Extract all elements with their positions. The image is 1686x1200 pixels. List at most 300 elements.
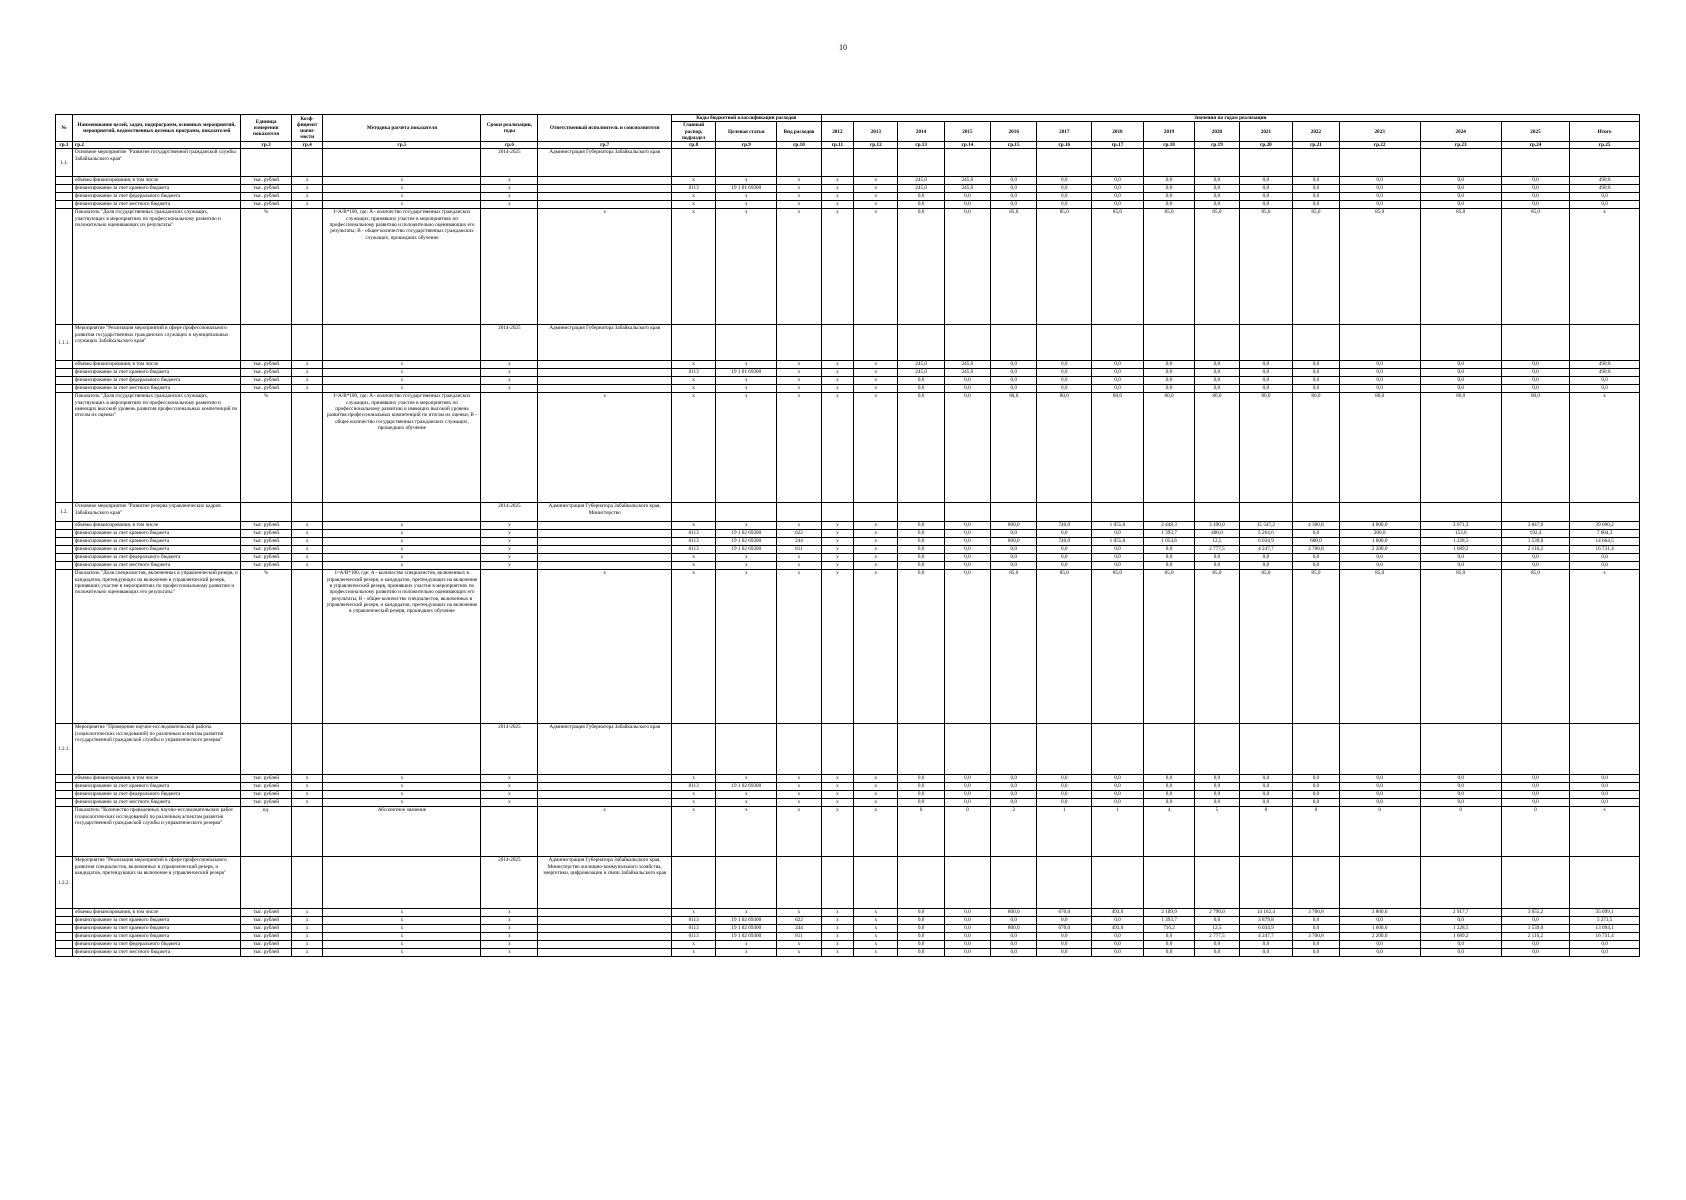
year-value-cell bbox=[991, 325, 1037, 361]
table-row bbox=[56, 325, 1640, 361]
coef-cell: x bbox=[291, 799, 323, 807]
row-number bbox=[56, 369, 73, 377]
row-number bbox=[56, 799, 73, 807]
unit-cell bbox=[241, 857, 292, 909]
year-value-cell: 200,0 bbox=[1339, 530, 1420, 538]
method-cell: x bbox=[323, 522, 481, 530]
year-value-cell: 0,0 bbox=[1339, 377, 1420, 385]
executor-cell bbox=[538, 193, 672, 201]
table-row bbox=[56, 933, 1640, 941]
year-value-cell: 0,0 bbox=[1037, 775, 1092, 783]
year-value-cell: 0,0 bbox=[1501, 775, 1569, 783]
total-cell bbox=[1570, 325, 1640, 361]
total-cell: 0,0 bbox=[1570, 201, 1640, 209]
table-row bbox=[56, 775, 1640, 783]
year-value-cell: 0,0 bbox=[1037, 201, 1092, 209]
executor-cell bbox=[538, 385, 672, 393]
code-main-cell: x bbox=[672, 807, 716, 857]
year-value-cell: 0,0 bbox=[944, 909, 990, 917]
year-value-cell: 85,0 bbox=[1037, 209, 1092, 325]
coef-cell: x bbox=[291, 361, 323, 369]
year-value-cell bbox=[1143, 149, 1195, 177]
coef-cell bbox=[291, 503, 323, 522]
table-row bbox=[56, 917, 1640, 925]
table-row bbox=[56, 369, 1640, 377]
year-value-cell: 0,0 bbox=[898, 201, 944, 209]
year-value-cell: 85,0 bbox=[1195, 570, 1239, 724]
code-main-cell bbox=[672, 724, 716, 775]
row-number bbox=[56, 807, 73, 857]
code-main-cell: x bbox=[672, 177, 716, 185]
code-kind-cell: x bbox=[777, 377, 821, 385]
year-value-cell: 2 200,0 bbox=[1339, 933, 1420, 941]
row-number bbox=[56, 949, 73, 957]
terms-cell: 2014-2025 bbox=[481, 503, 538, 522]
coef-cell: x bbox=[291, 538, 323, 546]
year-value-cell: 0,0 bbox=[944, 546, 990, 554]
row-name: финансирование за счет местного бюджета bbox=[72, 949, 241, 957]
year-value-cell: 0,0 bbox=[1092, 369, 1144, 377]
year-value-cell bbox=[1239, 857, 1293, 909]
code-target-cell: 19 1 02 69300 bbox=[716, 538, 777, 546]
col-year-header: 2020 bbox=[1195, 122, 1239, 142]
year-value-cell: 0,0 bbox=[898, 193, 944, 201]
code-target-cell: 19 1 02 69300 bbox=[716, 925, 777, 933]
year-value-cell: 0,0 bbox=[991, 361, 1037, 369]
col-name-header: Наименование целей, задач, подпрограмм, основных мероприятий, мероприятий, ведомственных целевых программ, показателей bbox=[72, 115, 241, 142]
year-value-cell: 0,0 bbox=[1420, 775, 1501, 783]
table-row bbox=[56, 522, 1640, 530]
year-value-cell: 0,0 bbox=[1293, 193, 1339, 201]
executor-cell bbox=[538, 538, 672, 546]
year-value-cell: x bbox=[821, 783, 854, 791]
year-value-cell: 0 bbox=[1420, 807, 1501, 857]
column-number: гр.13 bbox=[898, 142, 944, 149]
year-value-cell: 0 bbox=[898, 807, 944, 857]
year-value-cell: 0,0 bbox=[1501, 783, 1569, 791]
year-value-cell: 0,0 bbox=[1037, 791, 1092, 799]
year-value-cell: 0,0 bbox=[1092, 177, 1144, 185]
code-target-cell: 19 1 01 69300 bbox=[716, 369, 777, 377]
year-value-cell: 12,5 bbox=[1195, 925, 1239, 933]
table-row bbox=[56, 149, 1640, 177]
year-value-cell: 0,0 bbox=[991, 369, 1037, 377]
year-value-cell: 80,0 bbox=[1339, 393, 1420, 503]
table-row bbox=[56, 783, 1640, 791]
column-number: гр.24 bbox=[1501, 142, 1569, 149]
code-target-cell bbox=[716, 149, 777, 177]
year-value-cell bbox=[854, 503, 898, 522]
year-value-cell: 0,0 bbox=[1143, 941, 1195, 949]
method-cell: x bbox=[323, 201, 481, 209]
executor-cell: x bbox=[538, 570, 672, 724]
year-value-cell bbox=[1195, 503, 1239, 522]
code-kind-cell: 244 bbox=[777, 538, 821, 546]
unit-cell: тыс. рублей bbox=[241, 917, 292, 925]
year-value-cell: 0,0 bbox=[1501, 799, 1569, 807]
year-value-cell: x bbox=[854, 385, 898, 393]
row-number: 1.2.2. bbox=[56, 857, 73, 909]
year-value-cell: 0,0 bbox=[1501, 949, 1569, 957]
year-value-cell: 0,0 bbox=[1293, 917, 1339, 925]
executor-cell bbox=[538, 177, 672, 185]
year-value-cell: x bbox=[821, 377, 854, 385]
year-value-cell: x bbox=[821, 791, 854, 799]
method-cell: x bbox=[323, 377, 481, 385]
code-kind-cell: 811 bbox=[777, 546, 821, 554]
year-value-cell bbox=[821, 325, 854, 361]
code-target-cell: 19 1 02 69300 bbox=[716, 933, 777, 941]
year-value-cell: 85,0 bbox=[991, 570, 1037, 724]
year-value-cell: 14 162,4 bbox=[1239, 909, 1293, 917]
code-main-cell: 0113 bbox=[672, 369, 716, 377]
terms-cell: x bbox=[481, 538, 538, 546]
total-cell: 490,0 bbox=[1570, 369, 1640, 377]
year-value-cell: 0,0 bbox=[1037, 917, 1092, 925]
column-number: гр.2 bbox=[72, 142, 241, 149]
method-cell: x bbox=[323, 933, 481, 941]
column-number: гр.22 bbox=[1339, 142, 1420, 149]
row-name: финансирование за счет федерального бюджета bbox=[72, 941, 241, 949]
year-value-cell: x bbox=[854, 193, 898, 201]
table-row bbox=[56, 361, 1640, 369]
year-value-cell: 493,0 bbox=[1092, 925, 1144, 933]
terms-cell: x bbox=[481, 361, 538, 369]
year-value-cell: 0,0 bbox=[1339, 799, 1420, 807]
year-value-cell: 4 300,8 bbox=[1293, 522, 1339, 530]
table-row bbox=[56, 791, 1640, 799]
year-value-cell bbox=[1420, 503, 1501, 522]
coef-cell: x bbox=[291, 530, 323, 538]
year-value-cell: 0,0 bbox=[991, 783, 1037, 791]
year-value-cell: 0,0 bbox=[1501, 201, 1569, 209]
method-cell: I=A/B*100, где: A - количество государственных гражданских служащих, принявших участие в мероприятиях по профессиональному развитию и положительно оценивающих его результаты; B - общее количество государственных гражданских служащих, прошедших обучение bbox=[323, 209, 481, 325]
unit-cell: тыс. рублей bbox=[241, 925, 292, 933]
year-value-cell bbox=[1339, 149, 1420, 177]
total-cell: 0,0 bbox=[1570, 791, 1640, 799]
coef-cell bbox=[291, 857, 323, 909]
unit-cell: тыс. рублей bbox=[241, 775, 292, 783]
year-value-cell: 0,0 bbox=[1143, 554, 1195, 562]
coef-cell: x bbox=[291, 941, 323, 949]
year-value-cell: x bbox=[821, 393, 854, 503]
year-value-cell: 0,0 bbox=[1037, 385, 1092, 393]
year-value-cell: 0,0 bbox=[898, 799, 944, 807]
year-value-cell: 0,0 bbox=[898, 546, 944, 554]
method-cell: x bbox=[323, 941, 481, 949]
coef-cell: x bbox=[291, 791, 323, 799]
year-value-cell: 0,0 bbox=[1195, 385, 1239, 393]
terms-cell: x bbox=[481, 799, 538, 807]
code-main-cell: 0113 bbox=[672, 783, 716, 791]
row-name: объемы финансирования, в том числе bbox=[72, 522, 241, 530]
year-value-cell: 0,0 bbox=[1195, 941, 1239, 949]
year-value-cell bbox=[821, 857, 854, 909]
year-value-cell: 1 228,5 bbox=[1420, 538, 1501, 546]
year-value-cell: 0,0 bbox=[1339, 941, 1420, 949]
code-target-cell bbox=[716, 325, 777, 361]
row-name: финансирование за счет краевого бюджета bbox=[72, 185, 241, 193]
coef-cell: x bbox=[291, 185, 323, 193]
year-value-cell: x bbox=[821, 361, 854, 369]
year-value-cell bbox=[1092, 503, 1144, 522]
unit-cell: тыс. рублей bbox=[241, 941, 292, 949]
code-kind-cell: x bbox=[777, 949, 821, 957]
code-target-cell: x bbox=[716, 909, 777, 917]
col-year-header: 2023 bbox=[1339, 122, 1420, 142]
terms-cell: 2014-2025 bbox=[481, 857, 538, 909]
year-value-cell: 0,0 bbox=[898, 377, 944, 385]
row-number bbox=[56, 554, 73, 562]
executor-cell bbox=[538, 799, 672, 807]
year-value-cell: 0,0 bbox=[1143, 791, 1195, 799]
year-value-cell: 3 190,0 bbox=[1195, 522, 1239, 530]
year-value-cell: 0,0 bbox=[991, 185, 1037, 193]
year-value-cell: 0,0 bbox=[1195, 562, 1239, 570]
code-main-cell bbox=[672, 325, 716, 361]
code-target-cell: x bbox=[716, 941, 777, 949]
year-value-cell: 15 547,2 bbox=[1239, 522, 1293, 530]
year-value-cell: 0,0 bbox=[944, 775, 990, 783]
coef-cell bbox=[291, 209, 323, 325]
total-cell: 0,0 bbox=[1570, 783, 1640, 791]
year-value-cell: 800,0 bbox=[991, 925, 1037, 933]
year-value-cell: 1 689,2 bbox=[1420, 546, 1501, 554]
col-terms-header: Сроки реализации, годы bbox=[481, 115, 538, 142]
year-value-cell: 0,0 bbox=[898, 791, 944, 799]
year-value-cell: x bbox=[821, 209, 854, 325]
year-value-cell: 0,0 bbox=[944, 949, 990, 957]
year-value-cell: 2 777,5 bbox=[1195, 546, 1239, 554]
year-value-cell bbox=[1143, 724, 1195, 775]
year-value-cell: x bbox=[854, 783, 898, 791]
row-name: финансирование за счет федерального бюджета bbox=[72, 377, 241, 385]
unit-cell: % bbox=[241, 570, 292, 724]
unit-cell: тыс. рублей bbox=[241, 783, 292, 791]
table-row bbox=[56, 209, 1640, 325]
year-value-cell: 1 600,0 bbox=[1339, 925, 1420, 933]
code-kind-cell: x bbox=[777, 177, 821, 185]
total-cell: 35 099,1 bbox=[1570, 909, 1640, 917]
col-method-header: Методика расчета показателя bbox=[323, 115, 481, 142]
year-value-cell: x bbox=[854, 807, 898, 857]
year-value-cell: 85,0 bbox=[1092, 209, 1144, 325]
code-main-cell: x bbox=[672, 949, 716, 957]
executor-cell bbox=[538, 917, 672, 925]
year-value-cell: x bbox=[854, 909, 898, 917]
row-number bbox=[56, 177, 73, 185]
year-value-cell: x bbox=[854, 941, 898, 949]
year-value-cell bbox=[991, 503, 1037, 522]
column-number: гр.12 bbox=[854, 142, 898, 149]
table-row bbox=[56, 193, 1640, 201]
year-value-cell: 245,0 bbox=[944, 185, 990, 193]
total-cell: 0,0 bbox=[1570, 799, 1640, 807]
terms-cell: x bbox=[481, 377, 538, 385]
coef-cell: x bbox=[291, 177, 323, 185]
year-value-cell: 245,0 bbox=[944, 361, 990, 369]
terms-cell: 2014-2025 bbox=[481, 724, 538, 775]
year-value-cell: x bbox=[821, 917, 854, 925]
total-cell: 0,0 bbox=[1570, 941, 1640, 949]
year-value-cell: 0,0 bbox=[1501, 917, 1569, 925]
code-kind-cell: x bbox=[777, 522, 821, 530]
year-value-cell: 0,0 bbox=[1092, 385, 1144, 393]
table-row bbox=[56, 925, 1640, 933]
year-value-cell: 0,0 bbox=[1195, 949, 1239, 957]
code-target-cell: x bbox=[716, 201, 777, 209]
year-value-cell: 0,0 bbox=[1195, 554, 1239, 562]
table-row bbox=[56, 530, 1640, 538]
col-year-header: 2022 bbox=[1293, 122, 1339, 142]
year-value-cell bbox=[1293, 857, 1339, 909]
year-value-cell: 85,0 bbox=[1420, 570, 1501, 724]
executor-cell bbox=[538, 775, 672, 783]
year-value-cell: 0,0 bbox=[1293, 791, 1339, 799]
year-value-cell: 0,0 bbox=[944, 530, 990, 538]
year-value-cell: 0,0 bbox=[944, 393, 990, 503]
year-value-cell: 85,0 bbox=[1092, 570, 1144, 724]
code-kind-cell: x bbox=[777, 562, 821, 570]
code-kind-cell: x bbox=[777, 385, 821, 393]
column-number: гр.21 bbox=[1293, 142, 1339, 149]
row-number bbox=[56, 941, 73, 949]
year-value-cell: 2 109,9 bbox=[1143, 909, 1195, 917]
year-value-cell bbox=[944, 724, 990, 775]
year-value-cell: 0,0 bbox=[898, 949, 944, 957]
terms-cell: x bbox=[481, 917, 538, 925]
coef-cell bbox=[291, 149, 323, 177]
year-value-cell: 0,0 bbox=[1339, 369, 1420, 377]
row-number bbox=[56, 562, 73, 570]
code-main-cell: x bbox=[672, 361, 716, 369]
year-value-cell: 0,0 bbox=[1239, 791, 1293, 799]
method-cell: x bbox=[323, 385, 481, 393]
year-value-cell: 0,0 bbox=[1501, 177, 1569, 185]
year-value-cell: 0,0 bbox=[1239, 369, 1293, 377]
code-main-cell: x bbox=[672, 193, 716, 201]
table-row bbox=[56, 949, 1640, 957]
method-cell: x bbox=[323, 562, 481, 570]
year-value-cell: 0,0 bbox=[898, 209, 944, 325]
year-value-cell: x bbox=[854, 562, 898, 570]
year-value-cell: x bbox=[821, 201, 854, 209]
year-value-cell: 85,0 bbox=[1293, 209, 1339, 325]
year-value-cell: 85,0 bbox=[1339, 570, 1420, 724]
year-value-cell: 0,0 bbox=[1092, 546, 1144, 554]
year-value-cell: 0,0 bbox=[1143, 369, 1195, 377]
executor-cell bbox=[538, 361, 672, 369]
row-name: Мероприятие "Реализация мероприятий в сфере профессионального развития специалистов, включенных в управленческий резерв, и кандидатов, претендующих на включение в управленческий резерв" bbox=[72, 857, 241, 909]
method-cell bbox=[323, 724, 481, 775]
code-kind-cell: x bbox=[777, 941, 821, 949]
code-main-cell: x bbox=[672, 554, 716, 562]
year-value-cell bbox=[1037, 724, 1092, 775]
year-value-cell: 0,0 bbox=[1037, 361, 1092, 369]
year-value-cell: 0,0 bbox=[1339, 193, 1420, 201]
unit-cell: тыс. рублей bbox=[241, 799, 292, 807]
year-value-cell: 0,0 bbox=[1195, 917, 1239, 925]
method-cell: x bbox=[323, 783, 481, 791]
executor-cell: Администрация Губернатора Забайкальского края, Министерство жилищно-коммунального хозяйства, энергетики, цифровизации и связи Забайкальского края bbox=[538, 857, 672, 909]
year-value-cell: 80,0 bbox=[1195, 393, 1239, 503]
year-value-cell bbox=[898, 503, 944, 522]
total-cell: 16 731,4 bbox=[1570, 933, 1640, 941]
year-value-cell: 5 264,6 bbox=[1239, 530, 1293, 538]
code-main-cell: x bbox=[672, 201, 716, 209]
code-kind-cell: 622 bbox=[777, 530, 821, 538]
year-value-cell: 0,0 bbox=[1339, 554, 1420, 562]
year-value-cell: 0,0 bbox=[1501, 385, 1569, 393]
year-value-cell: 0,0 bbox=[991, 377, 1037, 385]
unit-cell: тыс. рублей bbox=[241, 177, 292, 185]
year-value-cell bbox=[1501, 857, 1569, 909]
year-value-cell: 80,0 bbox=[1037, 393, 1092, 503]
code-main-cell bbox=[672, 149, 716, 177]
column-number: гр.17 bbox=[1092, 142, 1144, 149]
year-value-cell: 245,0 bbox=[898, 185, 944, 193]
year-value-cell: 0,0 bbox=[1293, 530, 1339, 538]
year-value-cell: 3 655,2 bbox=[1501, 909, 1569, 917]
year-value-cell: 0,0 bbox=[1037, 949, 1092, 957]
code-main-cell: x bbox=[672, 522, 716, 530]
year-value-cell: x bbox=[854, 799, 898, 807]
total-cell: 490,0 bbox=[1570, 185, 1640, 193]
code-main-cell bbox=[672, 857, 716, 909]
row-name: объемы финансирования, в том числе bbox=[72, 775, 241, 783]
terms-cell: 2014-2025 bbox=[481, 325, 538, 361]
terms-cell: x bbox=[481, 185, 538, 193]
row-number bbox=[56, 933, 73, 941]
year-value-cell: 0,0 bbox=[1092, 933, 1144, 941]
row-name: Мероприятие "Реализация мероприятий в сфере профессионального развития государственных гражданских служащих и муниципальных служащих Забайкальского края" bbox=[72, 325, 241, 361]
method-cell: x bbox=[323, 185, 481, 193]
column-number: гр.19 bbox=[1195, 142, 1239, 149]
year-value-cell: 0,0 bbox=[991, 775, 1037, 783]
column-number: гр.18 bbox=[1143, 142, 1195, 149]
row-number bbox=[56, 209, 73, 325]
year-value-cell: 245,0 bbox=[898, 369, 944, 377]
year-value-cell: 740,0 bbox=[1037, 538, 1092, 546]
row-name: Основное мероприятие "Развитие резерва управленческих кадров Забайкальского края" bbox=[72, 503, 241, 522]
terms-cell: x bbox=[481, 909, 538, 917]
row-name: Показатель "Количество проведенных научно-исследовательских работ (социологических исследований) по различным аспектам развития государственной гражданской службы и управленческого резерва" bbox=[72, 807, 241, 857]
year-value-cell: 0,0 bbox=[1037, 941, 1092, 949]
year-value-cell: 0,0 bbox=[1420, 369, 1501, 377]
row-name: финансирование за счет местного бюджета bbox=[72, 385, 241, 393]
year-value-cell: 0,0 bbox=[1293, 941, 1339, 949]
year-value-cell bbox=[1037, 149, 1092, 177]
unit-cell: тыс. рублей bbox=[241, 185, 292, 193]
terms-cell bbox=[481, 393, 538, 503]
year-value-cell: 3 700,8 bbox=[1293, 933, 1339, 941]
terms-cell: x bbox=[481, 554, 538, 562]
code-kind-cell bbox=[777, 325, 821, 361]
terms-cell: x bbox=[481, 546, 538, 554]
year-value-cell bbox=[1092, 325, 1144, 361]
year-value-cell bbox=[1293, 149, 1339, 177]
years-group-header: Значения по годам реализации bbox=[821, 115, 1639, 122]
column-number: гр.16 bbox=[1037, 142, 1092, 149]
year-value-cell: 0,0 bbox=[1037, 530, 1092, 538]
year-value-cell: 0 bbox=[1239, 807, 1293, 857]
executor-cell bbox=[538, 377, 672, 385]
year-value-cell: 600,0 bbox=[1293, 538, 1339, 546]
year-value-cell: x bbox=[821, 933, 854, 941]
code-target-cell bbox=[716, 724, 777, 775]
year-value-cell: 4 247,7 bbox=[1239, 933, 1293, 941]
code-target-cell: x bbox=[716, 177, 777, 185]
